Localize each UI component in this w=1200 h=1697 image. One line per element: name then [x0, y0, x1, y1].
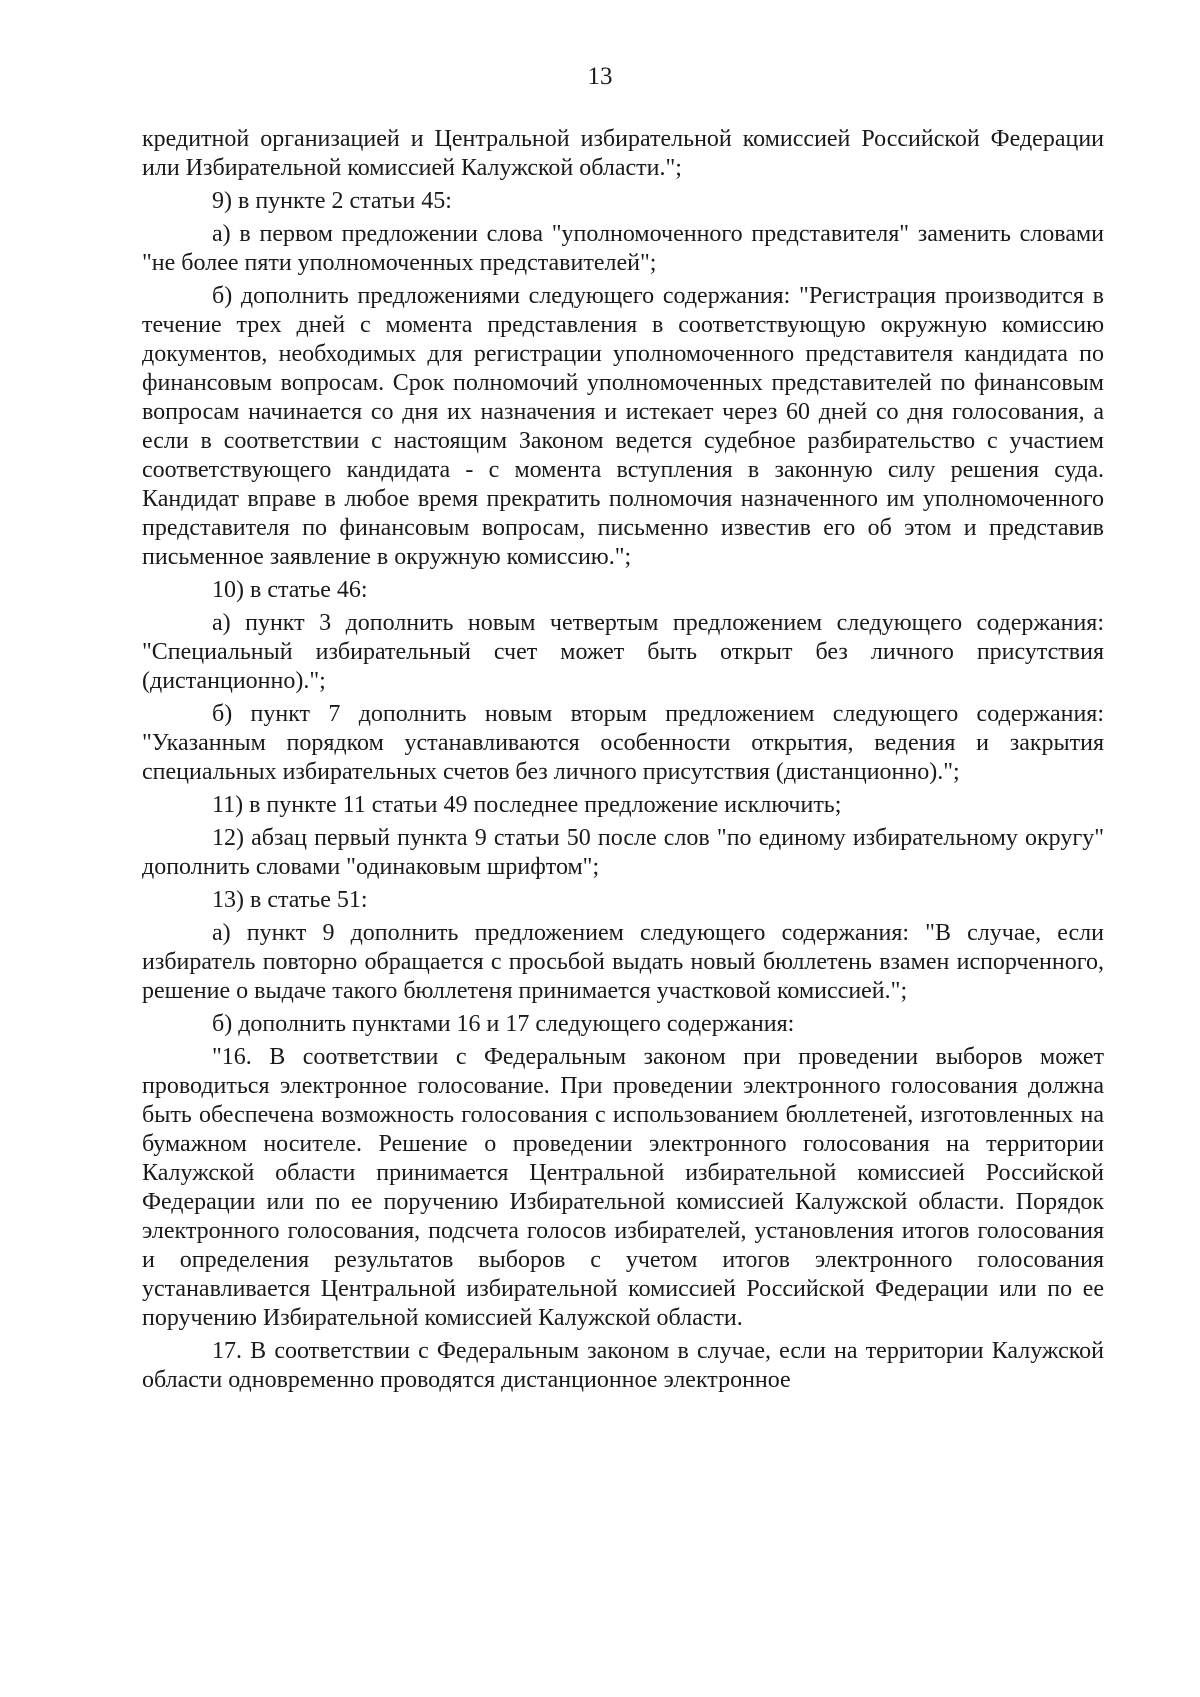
paragraph: б) дополнить предложениями следующего содержания: "Регистрация производится в течение трех дней с момента представления в соответствующую окружную комиссию документов, необходимых для регистрации уполномоченного представителя кандидата по финансовым вопросам. Срок полномочий уполномоченных представителей по финансовым вопросам начинается со дня их назначения и истекает через 60 дней со дня голосования, а если в соответствии с настоящим Законом ведется судебное разбирательство с участием соответствующего кандидата - с момента вступления в законную силу решения суда. Кандидат вправе в любое время прекратить полномочия назначенного им уполномоченного представителя по финансовым вопросам, письменно известив его об этом и представив письменное заявление в окружную комиссию."; — [142, 283, 1104, 570]
paragraph: 9) в пункте 2 статьи 45: — [212, 188, 452, 214]
paragraph: 12) абзац первый пункта 9 статьи 50 после слов "по единому избирательному округу" дополнить словами "одинаковым шрифтом"; — [142, 825, 1104, 880]
paragraph: 13) в статье 51: — [212, 887, 368, 913]
paragraph: а) пункт 9 дополнить предложением следующего содержания: "В случае, если избиратель повторно обращается с просьбой выдать новый бюллетень взамен испорченного, решение о выдаче такого бюллетеня принимается участковой комиссией."; — [142, 920, 1104, 1004]
paragraph: 11) в пункте 11 статьи 49 последнее предложение исключить; — [212, 792, 842, 818]
paragraph: б) дополнить пунктами 16 и 17 следующего содержания: — [212, 1011, 795, 1037]
paragraph: 17. В соответствии с Федеральным законом в случае, если на территории Калужской области одновременно проводятся дистанционное электронное — [142, 1338, 1104, 1393]
paragraph: кредитной организацией и Центральной избирательной комиссией Российской Федерации или Избирательной комиссией Калужской области."; — [142, 126, 1104, 181]
paragraph: б) пункт 7 дополнить новым вторым предложением следующего содержания: "Указанным порядком устанавливаются особенности открытия, ведения и закрытия специальных избирательных счетов без личного присутствия (дистанционно)."; — [142, 701, 1104, 785]
paragraph: "16. В соответствии с Федеральным законом при проведении выборов может проводиться электронное голосование. При проведении электронного голосования должна быть обеспечена возможность голосования с использованием бюллетеней, изготовленных на бумажном носителе. Решение о проведении электронного голосования на территории Калужской области принимается Центральной избирательной комиссией Российской Федерации или по ее поручению Избирательной комиссией Калужской области. Порядок электронного голосования, подсчета голосов избирателей, установления итогов голосования и определения результатов выборов с учетом итогов электронного голосования устанавливается Центральной избирательной комиссией Российской Федерации или по ее поручению Избирательной комиссией Калужской области. — [142, 1044, 1104, 1331]
page-number: 13 — [587, 63, 613, 90]
document-body — [142, 125, 1104, 1399]
paragraph: а) пункт 3 дополнить новым четвертым предложением следующего содержания: "Специальный избирательный счет может быть открыт без личного присутствия (дистанционно)."; — [142, 610, 1104, 694]
paragraph: а) в первом предложении слова "уполномоченного представителя" заменить словами "не более пяти уполномоченных представителей"; — [142, 221, 1104, 276]
paragraph: 10) в статье 46: — [212, 577, 368, 603]
